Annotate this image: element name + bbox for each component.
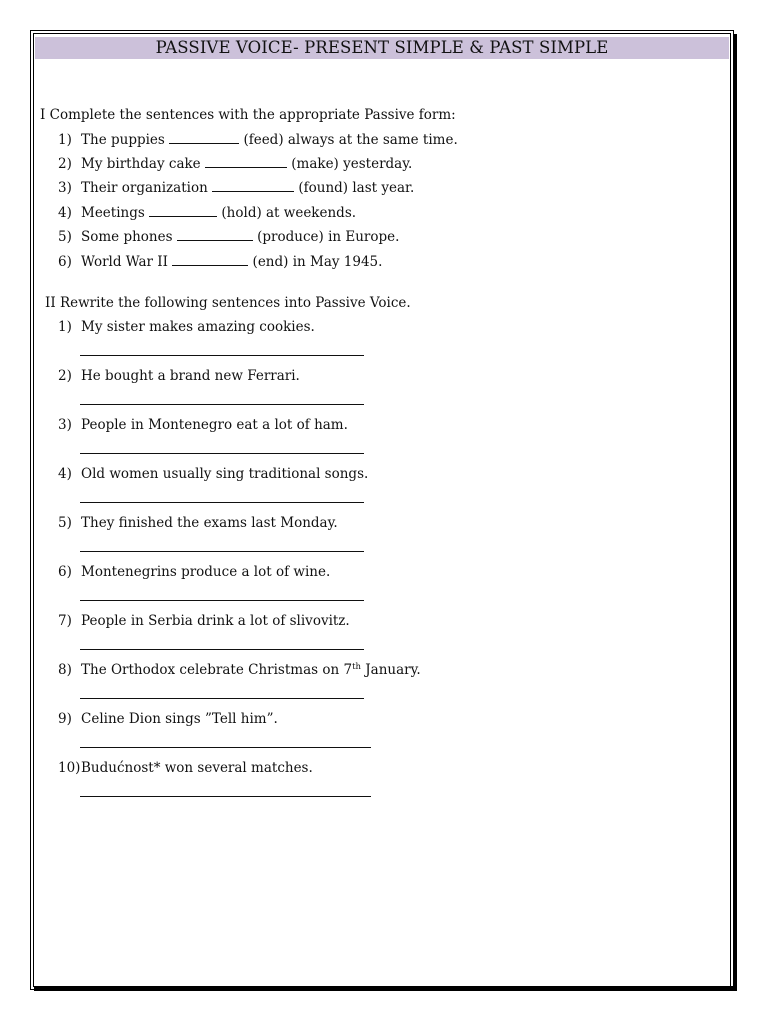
exercise-sentence: They finished the exams last Monday.: [81, 515, 338, 531]
item-number: 4): [58, 466, 72, 482]
exercise-sentence: [81, 254, 382, 270]
exercise-sentence: People in Serbia drink a lot of slivovitz.: [81, 613, 350, 629]
item-number: 1): [58, 132, 72, 148]
sentence-end: (feed) always at the same time.: [243, 132, 458, 148]
item-number: 1): [58, 319, 72, 335]
answer-line[interactable]: [80, 551, 364, 552]
exercise-sentence: Celine Dion sings ”Tell him”.: [81, 711, 278, 727]
fill-blank[interactable]: [169, 132, 239, 144]
ordinal-suffix: th: [352, 662, 361, 672]
answer-line[interactable]: [80, 502, 364, 503]
exercise-sentence: Montenegrins produce a lot of wine.: [81, 564, 331, 580]
item-number: 6): [58, 564, 72, 580]
answer-line[interactable]: [80, 747, 371, 748]
answer-line[interactable]: [80, 404, 364, 405]
item-number: 10): [58, 760, 81, 776]
item-number: 3): [58, 417, 72, 433]
item-number: 2): [58, 368, 72, 384]
sentence-end: (end) in May 1945.: [252, 254, 383, 270]
sentence-start: The puppies: [81, 132, 165, 148]
item-number: 8): [58, 662, 72, 678]
item-number: 3): [58, 180, 72, 196]
item-number: 6): [58, 254, 72, 270]
exercise-sentence: My sister makes amazing cookies.: [81, 319, 315, 335]
fill-blank[interactable]: [149, 205, 217, 217]
sentence-end: (found) last year.: [298, 180, 415, 196]
section2-heading: II Rewrite the following sentences into Passive Voice.: [45, 295, 411, 311]
exercise-sentence: Budućnost* won several matches.: [81, 760, 313, 776]
exercise-sentence: [81, 229, 399, 245]
exercise-sentence: People in Montenegro eat a lot of ham.: [81, 417, 348, 433]
exercise-sentence: [81, 180, 414, 196]
sentence-start: My birthday cake: [81, 156, 201, 172]
fill-blank[interactable]: [172, 254, 248, 266]
item-number: 5): [58, 229, 72, 245]
answer-line[interactable]: [80, 600, 364, 601]
page-border-inner: [33, 33, 731, 987]
fill-blank[interactable]: [212, 180, 294, 192]
sentence-start: Some phones: [81, 229, 173, 245]
exercise-sentence: [81, 662, 421, 678]
item-number: 5): [58, 515, 72, 531]
answer-line[interactable]: [80, 698, 364, 699]
exercise-sentence: [81, 156, 412, 172]
exercise-sentence: [81, 205, 356, 221]
exercise-sentence: Old women usually sing traditional songs.: [81, 466, 369, 482]
sentence-end: (make) yesterday.: [291, 156, 413, 172]
section1-heading: I Complete the sentences with the appropriate Passive form:: [40, 107, 456, 123]
sentence-start: Meetings: [81, 205, 145, 221]
answer-line[interactable]: [80, 649, 364, 650]
fill-blank[interactable]: [205, 156, 287, 168]
answer-line[interactable]: [80, 355, 364, 356]
sentence-end: (hold) at weekends.: [221, 205, 357, 221]
sentence-start: Their organization: [81, 180, 208, 196]
sentence-start: World War II: [81, 254, 168, 270]
sentence-start: The Orthodox celebrate Christmas on 7: [81, 662, 353, 678]
worksheet-title: PASSIVE VOICE- PRESENT SIMPLE & PAST SIMPLE: [35, 37, 729, 59]
fill-blank[interactable]: [177, 229, 253, 241]
answer-line[interactable]: [80, 796, 371, 797]
item-number: 7): [58, 613, 72, 629]
item-number: 9): [58, 711, 72, 727]
exercise-sentence: [81, 132, 458, 148]
exercise-sentence: He bought a brand new Ferrari.: [81, 368, 300, 384]
sentence-end: January.: [360, 662, 421, 678]
answer-line[interactable]: [80, 453, 364, 454]
item-number: 4): [58, 205, 72, 221]
sentence-end: (produce) in Europe.: [257, 229, 400, 245]
item-number: 2): [58, 156, 72, 172]
